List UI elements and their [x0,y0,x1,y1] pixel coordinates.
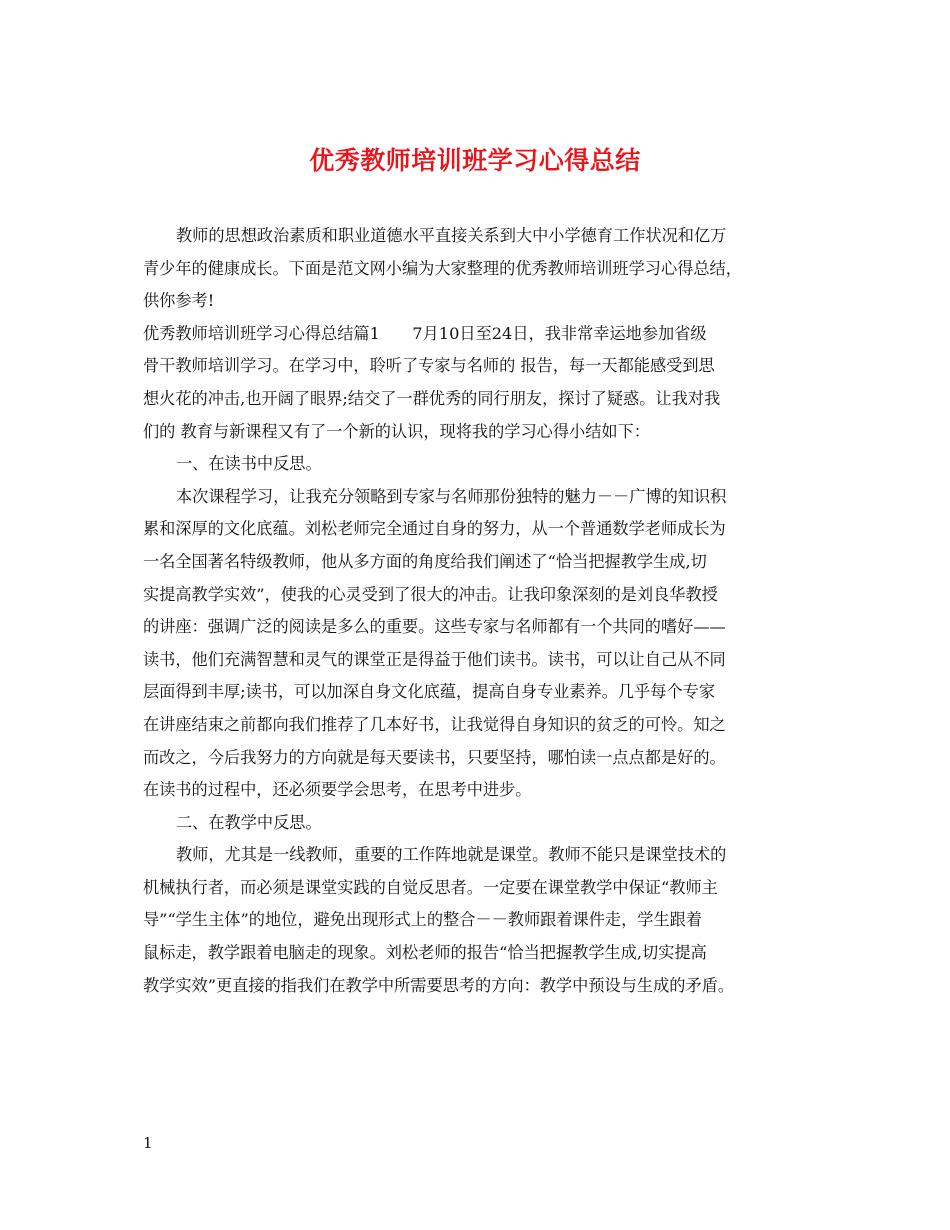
body-line: 供你参考! [143,291,215,311]
body-line: 青少年的健康成长。下面是范文网小编为大家整理的优秀教师培训班学习心得总结， [143,258,742,278]
body-line: 优秀教师培训班学习心得总结篇1 7月10日至24日，我非常幸运地参加省级 [143,323,707,343]
body-line: 们的 教育与新课程又有了一个新的认识，现将我的学习心得小结如下： [143,421,650,441]
body-line: 一名全国著名特级教师，他从多方面的角度给我们阐述了“恰当把握教学生成,切 [143,551,707,571]
section-heading: 一、在读书中反思。 [176,454,322,474]
body-line: 在讲座结束之前都向我们推荐了几本好书，让我觉得自身知识的贫乏的可怜。知之 [143,714,726,734]
body-line: 读书，他们充满智慧和灵气的课堂正是得益于他们读书。读书，可以让自己从不同 [143,649,726,669]
body-line: 在读书的过程中，还必须要学会思考，在思考中进步。 [143,780,532,800]
body-line: 的讲座：强调广泛的阅读是多么的重要。这些专家与名师都有一个共同的嗜好—— [143,617,726,637]
body-line: 骨干教师培训学习。在学习中，聆听了专家与名师的 报告，每一天都能感受到思 [143,356,715,376]
body-line: 实提高教学实效”，使我的心灵受到了很大的冲击。让我印象深刻的是刘良华教授 [143,584,718,604]
body-line: 鼠标走，教学跟着电脑走的现象。刘松老师的报告“恰当把握教学生成,切实提高 [143,943,707,963]
body-line: 想火花的冲击,也开阔了眼界;结交了一群优秀的同行朋友，探讨了疑惑。让我对我 [143,388,721,408]
body-line: 教学实效”更直接的指我们在教学中所需要思考的方向：教学中预设与生成的矛盾。 [143,975,735,995]
body-line: 教师的思想政治素质和职业道德水平直接关系到大中小学德育工作状况和亿万 [176,226,727,245]
document-title: 优秀教师培训班学习心得总结 [309,146,641,175]
section-heading: 二、在教学中反思。 [176,812,322,832]
body-line: 层面得到丰厚;读书，可以加深自身文化底蕴，提高自身专业素养。几乎每个专家 [143,682,716,702]
body-line: 导”“学生主体”的地位，避免出现形式上的整合－－教师跟着课件走，学生跟着 [143,910,703,930]
body-line: 而改之，今后我努力的方向就是每天要读书，只要坚持，哪怕读一点点都是好的。 [143,747,726,767]
body-line: 教师，尤其是一线教师，重要的工作阵地就是课堂。教师不能只是课堂技术的 [176,845,727,865]
body-line: 本次课程学习，让我充分领略到专家与名师那份独特的魅力－－广博的知识积 [176,486,727,506]
page-number: 1 [143,1134,153,1152]
body-line: 累和深厚的文化底蕴。刘松老师完全通过自身的努力，从一个普通数学老师成长为 [143,519,726,539]
body-line: 机械执行者，而必须是课堂实践的自觉反思者。一定要在课堂教学中保证“教师主 [143,877,718,897]
document-body [143,220,833,1002]
